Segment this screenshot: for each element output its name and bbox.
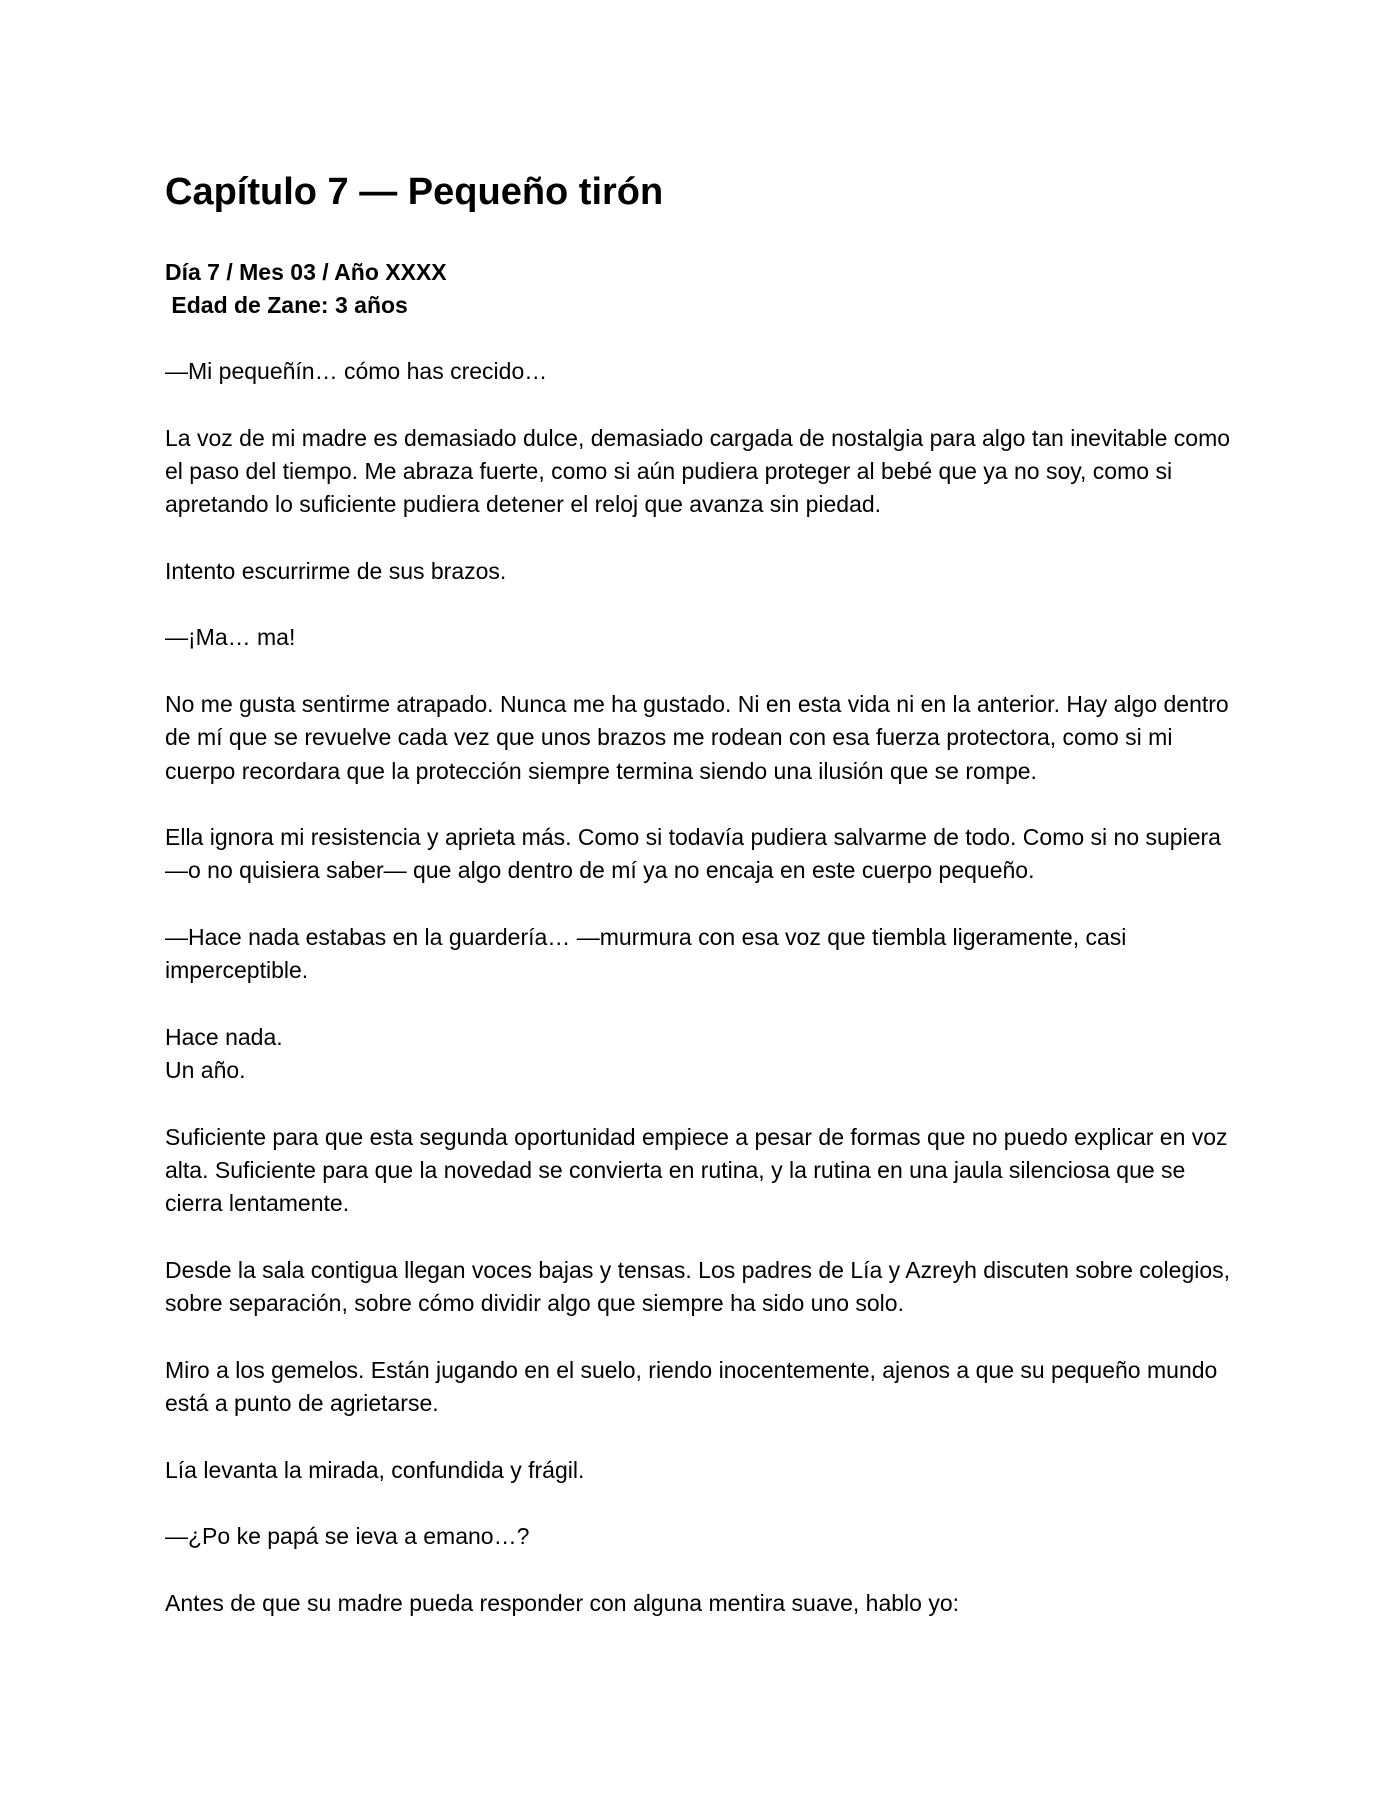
age-line: Edad de Zane: 3 años [165, 292, 408, 318]
paragraph: Ella ignora mi resistencia y aprieta más. Como si todavía pudiera salvarme de todo. Como si no supiera —o no quisiera saber— que algo dentro de mí ya no encaja en este cuerpo pequeño. [165, 824, 1221, 884]
paragraph: Desde la sala contigua llegan voces bajas y tensas. Los padres de Lía y Azreyh discuten sobre colegios, sobre separación, sobre cómo dividir algo que siempre ha sido uno solo. [165, 1257, 1231, 1317]
paragraph: No me gusta sentirme atrapado. Nunca me ha gustado. Ni en esta vida ni en la anterior. Hay algo dentro de mí que se revuelve cada vez que unos brazos me rodean con esa fuerza protectora, como si mi cuerpo recordara que la protección siempre termina siendo una ilusión que se rompe. [165, 690, 1229, 784]
chapter-title: Capítulo 7 — Pequeño tirón [165, 171, 664, 213]
paragraph [165, 1021, 1245, 1088]
chapter-metadata [165, 256, 1245, 322]
document-page [165, 170, 1245, 1654]
paragraph: Lía levanta la mirada, confundida y frágil. [165, 1456, 585, 1483]
paragraph: Suficiente para que esta segunda oportunidad empiece a pesar de formas que no puedo explicar en voz alta. Suficiente para que la novedad se convierta en rutina, y la rutina en una jaula silenciosa que se cierra lentamente. [165, 1123, 1228, 1217]
date-line: Día 7 / Mes 03 / Año XXXX [165, 259, 447, 285]
paragraph-line: Un año. [165, 1057, 246, 1084]
paragraph: —¡Ma… ma! [165, 624, 296, 651]
paragraph: —Hace nada estabas en la guardería… —murmura con esa voz que tiembla ligeramente, casi imperceptible. [165, 924, 1127, 984]
paragraph: Antes de que su madre pueda responder con alguna mentira suave, hablo yo: [165, 1589, 960, 1616]
paragraph-line: Hace nada. [165, 1023, 283, 1050]
paragraph: La voz de mi madre es demasiado dulce, demasiado cargada de nostalgia para algo tan inevitable como el paso del tiempo. Me abraza fuerte, como si aún pudiera proteger al bebé que ya no soy, como si apretando lo suficiente pudiera detener el reloj que avanza sin piedad. [165, 424, 1231, 518]
paragraph: —Mi pequeñín… cómo has crecido… [165, 358, 548, 384]
paragraph: Miro a los gemelos. Están jugando en el suelo, riendo inocentemente, ajenos a que su pequeño mundo está a punto de agrietarse. [165, 1356, 1218, 1417]
paragraph: Intento escurrirme de sus brazos. [165, 557, 507, 584]
paragraph: —¿Po ke papá se ieva a emano…? [165, 1523, 530, 1550]
